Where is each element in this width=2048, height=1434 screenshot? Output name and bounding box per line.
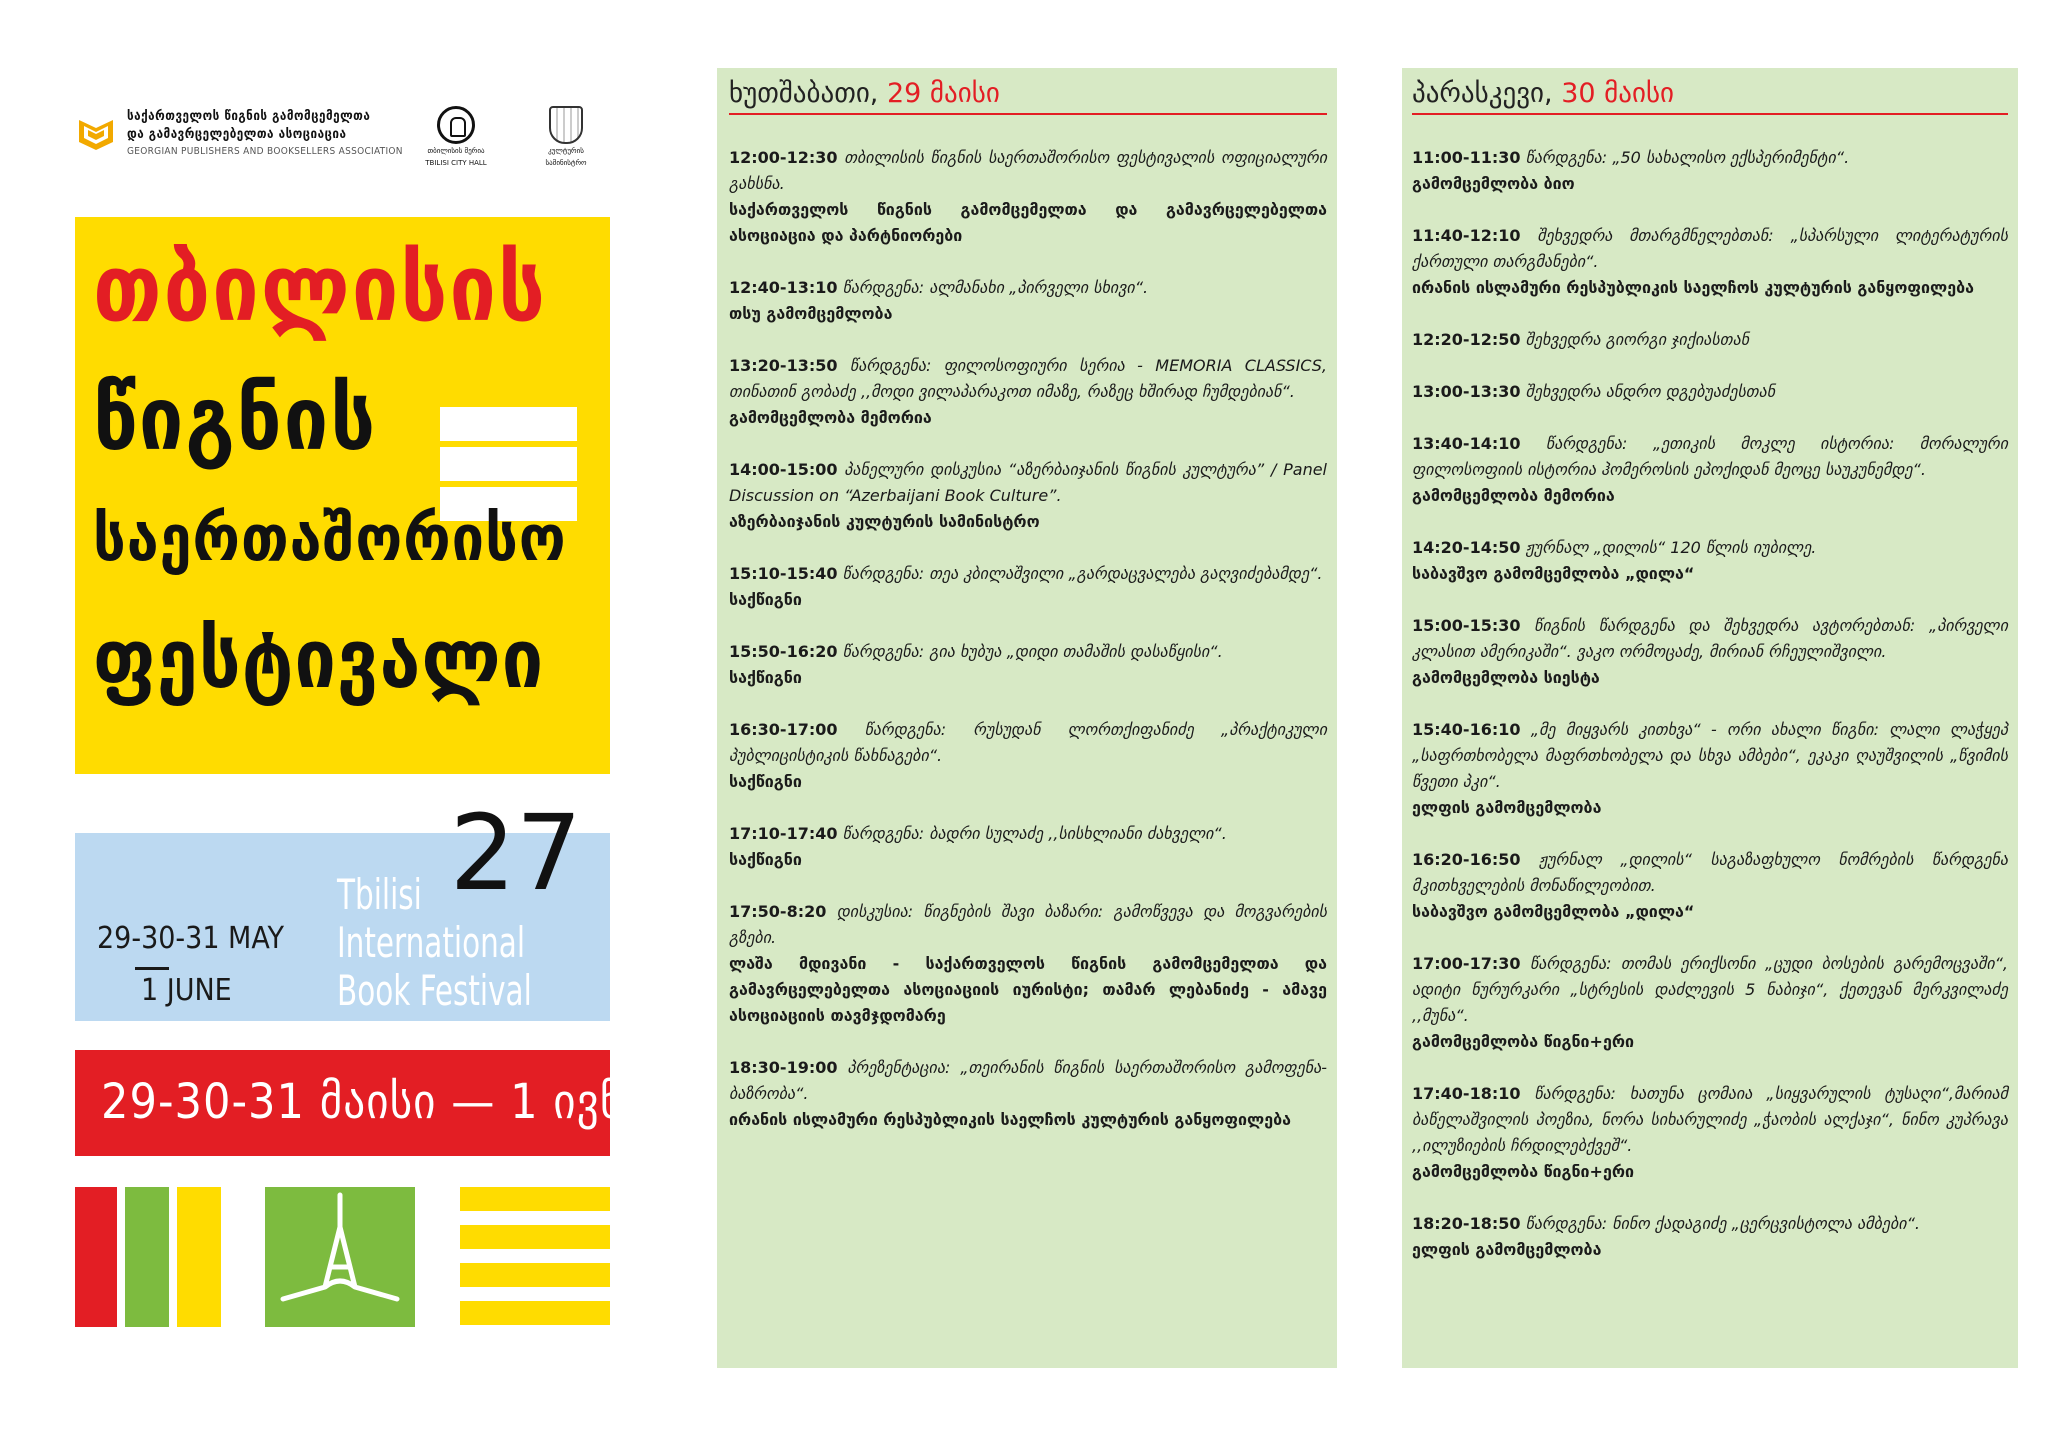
white-stripe xyxy=(440,407,577,441)
city-hall-label-ka: თბილისის მერია xyxy=(427,147,485,155)
event-organizer: საბავშვო გამომცემლობა „დილა“ xyxy=(1412,902,1695,921)
schedule-event xyxy=(1412,847,2008,925)
event-time: 12:40-13:10 xyxy=(729,278,838,297)
event-description: წარდგენა: ალმანახი „პირველი სხივი“. xyxy=(842,278,1149,297)
yellow-stripe xyxy=(460,1225,610,1249)
event-time: 17:50-8:20 xyxy=(729,902,827,921)
event-time: 15:00-15:30 xyxy=(1412,616,1521,635)
schedule-event xyxy=(729,639,1327,691)
event-organizer: საქართველოს წიგნის გამომცემელთა და გამავრცელებელთა ასოციაცია და პარტნიორები xyxy=(729,200,1327,245)
event-description: ჟურნალ „დილის“ საგაზაფხულო ნომრების წარდგენა მკითხველების მონაწილეობით. xyxy=(1412,850,2008,895)
event-description: წარდგენა: ბადრი სულაძე ,,სისხლიანი ძახველი“. xyxy=(842,824,1227,843)
english-title-line1: Tbilisi xyxy=(337,870,422,919)
event-organizer: თსუ გამომცემლობა xyxy=(729,304,893,323)
red-bar xyxy=(75,1187,117,1327)
event-time: 15:40-16:10 xyxy=(1412,720,1521,739)
event-description: წარდგენა: „50 სახალისო ექსპერიმენტი“. xyxy=(1525,148,1850,167)
day2-weekday: პარასკევი, xyxy=(1412,78,1553,109)
schedule-event xyxy=(1412,951,2008,1055)
event-description: პრეზენტაცია: „თეირანის წიგნის საერთაშორისო გამოფენა-ბაზრობა“. xyxy=(729,1058,1327,1103)
yellow-stripe xyxy=(460,1301,610,1325)
day1-heading xyxy=(729,78,1327,115)
event-time: 11:00-11:30 xyxy=(1412,148,1521,167)
city-hall-label-en: TBILISI CITY HALL xyxy=(425,159,487,167)
english-title-box xyxy=(75,792,610,1021)
event-time: 18:20-18:50 xyxy=(1412,1214,1521,1233)
event-description: წარდგენა: ნინო ქადაგიძე „ცერცვისტოლა ამბები“. xyxy=(1525,1214,1920,1233)
white-stripe xyxy=(440,447,577,481)
ministry-label-line2: სამინისტრო xyxy=(545,159,587,167)
event-organizer: გამომცემლობა მემორია xyxy=(729,408,932,427)
ministry-label-line1: კულტურის xyxy=(548,147,584,155)
schedule-event xyxy=(1412,535,2008,587)
event-organizer: გამომცემლობა წიგნი+ერი xyxy=(1412,1032,1635,1051)
event-time: 11:40-12:10 xyxy=(1412,226,1521,245)
event-description: წარდგენა: ხათუნა ცომაია „სიყვარულის ტუსაღი“,მარიამ ბაწელაშვილის პოეზია, ნორა სიხარულიძე „ჭაობის ალქაჯი“, ნინო კუპრავა ,,ილუზიების ჩრდილებქვეშ“. xyxy=(1412,1084,2009,1155)
decorative-bars xyxy=(75,1187,610,1327)
schedule-event xyxy=(729,561,1327,613)
event-description: პანელური დისკუსია “აზერბაიჯანის წიგნის კულტურა” / Panel Discussion on “Azerbaijani Book Culture”. xyxy=(729,460,1327,505)
yellow-stripe xyxy=(460,1263,610,1287)
event-organizer: საქწიგნი xyxy=(729,772,802,791)
day2-heading xyxy=(1412,78,2008,115)
gpba-name-line2: და გამავრცელებელთა ასოციაცია xyxy=(127,127,347,142)
event-time: 15:50-16:20 xyxy=(729,642,838,661)
event-description: წარდგენა: „ეთიკის მოკლე ისტორია: მორალური ფილოსოფიის ისტორია ჰომეროსის ეპოქიდან მეოცე საუკუნემდე“. xyxy=(1412,434,2009,479)
english-dates-june: 1 JUNE xyxy=(141,973,232,1008)
poster-title-line1: თბილისის xyxy=(93,235,548,342)
event-time: 13:20-13:50 xyxy=(729,356,838,375)
green-bar xyxy=(125,1187,169,1327)
schedule-event xyxy=(1412,717,2008,821)
event-description: წარდგენა: თომას ერიქსონი „ცუდი ბოსების გარემოცვაში“, ადიტი ნურურკარი „სტრესის დაძლევის 5 ნაბიჯი“, ქეთევან მერკვილაძე ,,მუნა“. xyxy=(1412,954,2008,1025)
event-description: წარდგენა: გია ხუბუა „დიდი თამაშის დასაწყისი“. xyxy=(842,642,1223,661)
event-time: 15:10-15:40 xyxy=(729,564,838,583)
green-square xyxy=(265,1187,415,1327)
schedule-event xyxy=(729,899,1327,1029)
festival-poster xyxy=(75,100,694,1340)
event-time: 13:40-14:10 xyxy=(1412,434,1521,453)
day1-weekday: ხუთშაბათი, xyxy=(729,78,879,109)
partner-logos xyxy=(75,100,615,190)
event-description: ჟურნალ „დილის“ 120 წლის იუბილე. xyxy=(1525,538,1817,557)
event-organizer: საქწიგნი xyxy=(729,668,802,687)
schedule-event xyxy=(729,353,1327,431)
georgian-dates: 29-30-31 მაისი — 1 ივნისი xyxy=(101,1074,694,1130)
event-time: 14:00-15:00 xyxy=(729,460,838,479)
schedule-event xyxy=(1412,327,2008,353)
event-description: „მე მიყვარს კითხვა“ - ორი ახალი წიგნი: ლალი ლაჭყეპ „საფრთხობელა მაფრთხობელა და სხვა ამბები“, ეკაკი ღაუშვილის „წვიმის წვეთი პკი“. xyxy=(1412,720,2008,791)
schedule-event xyxy=(1412,1211,2008,1263)
schedule-event xyxy=(729,717,1327,795)
event-time: 13:00-13:30 xyxy=(1412,382,1521,401)
schedule-event xyxy=(729,1055,1327,1133)
schedule-event xyxy=(1412,613,2008,691)
schedule-event xyxy=(729,145,1327,249)
schedule-event xyxy=(1412,1081,2008,1185)
event-organizer: ელფის გამომცემლობა xyxy=(1412,798,1602,817)
day2-event-list xyxy=(1412,145,2008,1263)
event-time: 17:40-18:10 xyxy=(1412,1084,1521,1103)
event-time: 18:30-19:00 xyxy=(729,1058,838,1077)
event-organizer: საქწიგნი xyxy=(729,590,802,609)
event-time: 12:20-12:50 xyxy=(1412,330,1521,349)
event-description: წიგნის წარდგენა და შეხვედრა ავტორებთან: „პირველი კლასით ამერიკაში“. ვაკო ორმოცაძე, მირიან რჩეულიშვილი. xyxy=(1412,616,2008,661)
poster-title-line4: ფესტივალი xyxy=(93,612,545,707)
georgian-dates-box xyxy=(75,1050,694,1156)
festival-number: 27 xyxy=(449,792,582,914)
event-description: დისკუსია: წიგნების შავი ბაზარი: გამოწვევა და მოგვარების გზები. xyxy=(729,902,1327,947)
event-organizer: გამომცემლობა სიესტა xyxy=(1412,668,1600,687)
event-description: თბილისის წიგნის საერთაშორისო ფესტივალის ოფიციალური გახსნა. xyxy=(729,148,1327,193)
city-seal-icon xyxy=(437,106,475,144)
event-organizer: ირანის ისლამური რესპუბლიკის საელჩოს კულტურის განყოფილება xyxy=(1412,278,1974,297)
day2-date: 30 მაისი xyxy=(1561,78,1675,109)
english-title-line3: Book Festival xyxy=(337,966,532,1015)
event-organizer: ირანის ისლამური რესპუბლიკის საელჩოს კულტურის განყოფილება xyxy=(729,1110,1291,1129)
schedule-event xyxy=(729,821,1327,873)
tower-icon xyxy=(265,1187,415,1327)
poster-title-line3: საერთაშორისო xyxy=(93,502,567,576)
event-description: შეხვედრა მთარგმნელებთან: „სპარსული ლიტერატურის ქართული თარგმანები“. xyxy=(1412,226,2008,271)
event-time: 16:30-17:00 xyxy=(729,720,838,739)
event-description: წარდგენა: ფილოსოფიური სერია - MEMORIA CLASSICS, თინათინ გობაძე ,,მოდი ვილაპარაკოთ იმაზე, რაზეც ხშირად ჩუმდებიან“. xyxy=(729,356,1327,401)
schedule-day2 xyxy=(1402,68,2018,1368)
event-time: 17:10-17:40 xyxy=(729,824,838,843)
event-description: წარდგენა: თეა კბილაშვილი „გარდაცვალება გაღვიძებამდე“. xyxy=(842,564,1323,583)
schedule-event xyxy=(1412,145,2008,197)
city-hall-logo xyxy=(420,106,492,168)
event-organizer: გამომცემლობა მემორია xyxy=(1412,486,1615,505)
english-dates: 29-30-31 MAY xyxy=(97,921,284,956)
event-time: 17:00-17:30 xyxy=(1412,954,1521,973)
day1-date: 29 მაისი xyxy=(886,78,1000,109)
poster-title-line2: წიგნის xyxy=(93,367,378,470)
day1-event-list xyxy=(729,145,1327,1133)
schedule-event xyxy=(729,457,1327,535)
ministry-logo xyxy=(535,106,597,168)
schedule-event xyxy=(1412,431,2008,509)
event-time: 12:00-12:30 xyxy=(729,148,838,167)
event-organizer: საბავშვო გამომცემლობა „დილა“ xyxy=(1412,564,1695,583)
event-time: 16:20-16:50 xyxy=(1412,850,1521,869)
english-title xyxy=(337,871,532,1015)
yellow-stripe xyxy=(460,1187,610,1211)
schedule-day1 xyxy=(717,68,1337,1368)
ministry-crest-icon xyxy=(549,106,583,144)
gpba-name xyxy=(127,108,403,160)
event-description: წარდგენა: რუსუდან ლორთქიფანიძე „პრაქტიკული პუბლიცისტიკის წახნაგები“. xyxy=(729,720,1327,765)
event-description: შეხვედრა ანდრო დგებუაძესთან xyxy=(1525,382,1776,401)
event-organizer: ლაშა მდივანი - საქართველოს წიგნის გამომცემელთა და გამავრცელებელთა ასოციაციის იურისტი; თამარ ლებანიძე - ამავე ასოციაციის თავმჯდომარე xyxy=(729,954,1327,1025)
schedule-event xyxy=(1412,223,2008,301)
event-description: შეხვედრა გიორგი ჯიქიასთან xyxy=(1525,330,1750,349)
gpba-logo-icon xyxy=(75,112,117,154)
schedule-event xyxy=(1412,379,2008,405)
poster-title-box xyxy=(75,217,610,774)
gpba-name-english: GEORGIAN PUBLISHERS AND BOOKSELLERS ASSOCIATION xyxy=(127,146,403,157)
schedule-event xyxy=(729,275,1327,327)
english-title-line2: International xyxy=(337,918,526,967)
event-time: 14:20-14:50 xyxy=(1412,538,1521,557)
event-organizer: საქწიგნი xyxy=(729,850,802,869)
event-organizer: ელფის გამომცემლობა xyxy=(1412,1240,1602,1259)
yellow-bar xyxy=(177,1187,221,1327)
event-organizer: გამომცემლობა წიგნი+ერი xyxy=(1412,1162,1635,1181)
gpba-name-line1: საქართველოს წიგნის გამომცემელთა xyxy=(127,109,371,124)
event-organizer: აზერბაიჯანის კულტურის სამინისტრო xyxy=(729,512,1040,531)
event-organizer: გამომცემლობა ბიო xyxy=(1412,174,1575,193)
